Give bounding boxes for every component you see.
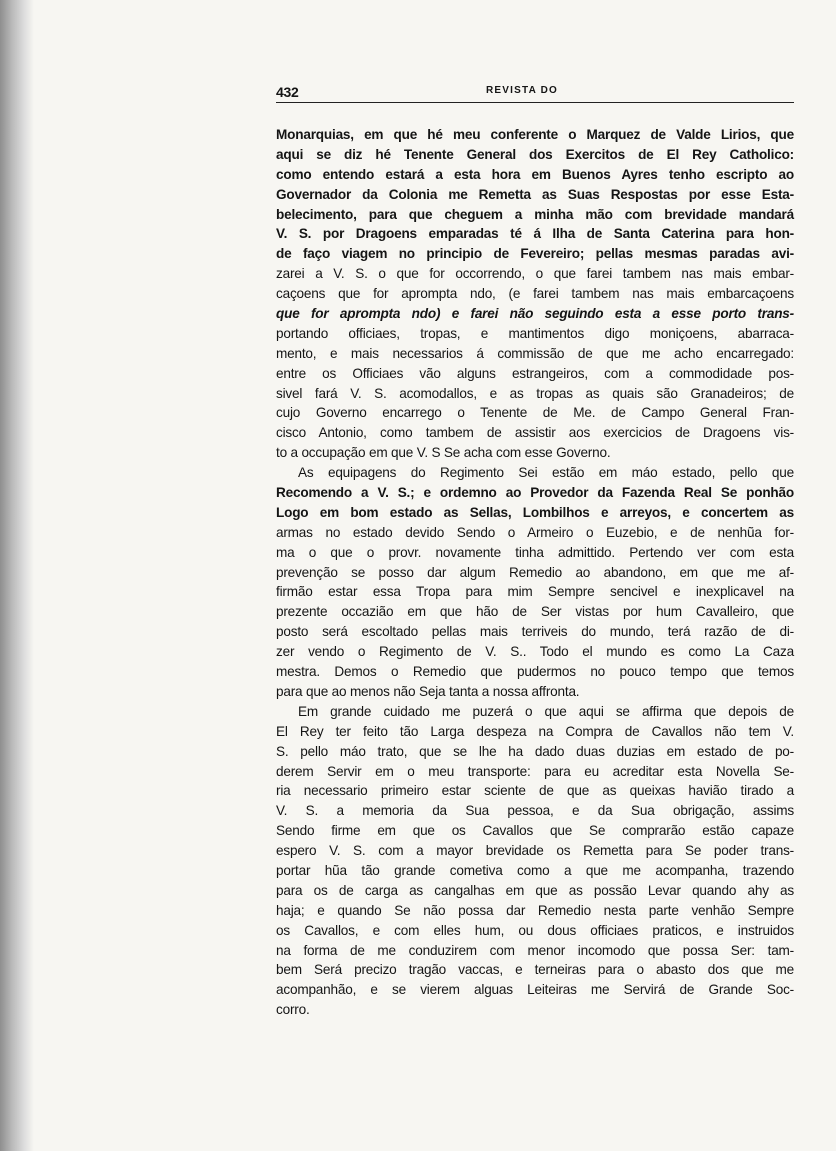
text-line: belecimento, para que cheguem a minha mão com brevidade mandará bbox=[276, 206, 794, 222]
text-line: bem Será precizo tragão vaccas, e terneiras para o abasto dos que me bbox=[276, 962, 794, 978]
text-line: mestra. Demos o Remedio que pudermos no pouco tempo que temos bbox=[276, 664, 794, 680]
text-line: zer vendo o Regimento de V. S.. Todo el mundo es como La Caza bbox=[276, 644, 794, 660]
text-line: para que ao menos não Seja tanta a nossa affronta. bbox=[276, 683, 580, 699]
paragraph-3 bbox=[276, 702, 794, 1020]
text-line: os Cavallos, e com elles hum, ou dous officiaes praticos, e instruidos bbox=[276, 922, 794, 938]
text-line: Governador da Colonia me Remetta as Suas Respostas por esse Esta- bbox=[276, 186, 794, 202]
journal-title: REVISTA DO bbox=[486, 85, 559, 96]
text-line: Monarquias, em que hé meu conferente o Marquez de Valde Lirios, que bbox=[276, 127, 794, 142]
text-line: entre os Officiaes vão alguns estrangeiros, com a commodidade pos- bbox=[276, 365, 794, 381]
text-line: S. pello máo trato, que se lhe ha dado duas duzias em estado de po- bbox=[276, 743, 794, 759]
paragraph-2 bbox=[276, 463, 794, 702]
text-line: corro. bbox=[276, 1002, 310, 1018]
text-line: aqui se diz hé Tenente General dos Exercitos de El Rey Catholico: bbox=[276, 146, 794, 162]
page-number: 432 bbox=[276, 84, 299, 100]
text-line: derem Servir em o meu transporte: para eu acreditar esta Novella Se- bbox=[276, 763, 794, 779]
body-text bbox=[276, 125, 794, 1020]
text-line: firmão estar essa Tropa para mim Sempre sencivel e inexplicavel na bbox=[276, 584, 794, 600]
text-line: Logo em bom estado as Sellas, Lombilhos e arreyos, e concertem as bbox=[276, 504, 794, 520]
text-line: V. S. a memoria da Sua pessoa, e da Sua obrigação, assims bbox=[276, 803, 794, 819]
text-line: sivel fará V. S. acomodallos, e as tropas as quais são Granadeiros; de bbox=[276, 385, 794, 401]
running-head bbox=[276, 84, 794, 103]
text-line: prezente occazião em que hão de Ser vistas por hum Cavalleiro, que bbox=[276, 604, 794, 620]
text-line: prevenção se posso dar algum Remedio ao abandono, em que me af- bbox=[276, 564, 794, 580]
page bbox=[276, 84, 794, 1020]
text-line: que for aprompta ndo) e farei não seguindo esta a esse porto trans- bbox=[276, 306, 794, 322]
text-line: El Rey ter feito tão Larga despeza na Compra de Cavallos não tem V. bbox=[276, 723, 794, 739]
binding-shadow bbox=[0, 0, 34, 1151]
text-line: armas no estado devido Sendo o Armeiro o Euzebio, e de nenhũa for- bbox=[276, 524, 794, 540]
text-line: acompanhão, e se vierem alguas Leiteiras me Servirá de Grande Soc- bbox=[276, 982, 794, 998]
text-line: Sendo firme em que os Cavallos que Se comprarão estão capaze bbox=[276, 823, 794, 839]
text-line: espero V. S. com a mayor brevidade os Remetta para Se poder trans- bbox=[276, 843, 794, 859]
text-line: ma o que o provr. novamente tinha admittido. Pertendo ver com esta bbox=[276, 544, 794, 560]
text-line: na forma de me conduzirem com menor incomodo que possa Ser: tam- bbox=[276, 942, 794, 958]
text-line: ria necessario primeiro estar sciente de que as queixas havião tirado a bbox=[276, 783, 794, 799]
text-line: haja; e quando Se não possa dar Remedio nesta parte venhão Sempre bbox=[276, 902, 794, 918]
text-line: portar hũa tão grande cometiva como a que me acompanha, trazendo bbox=[276, 862, 794, 878]
text-line: zarei a V. S. o que for occorrendo, o que farei tambem nas mais embar- bbox=[276, 266, 794, 282]
text-line: mento, e mais necessarios á commissão de que me acho encarregado: bbox=[276, 345, 794, 361]
text-line: to a occupação em que V. S Se acha com esse Governo. bbox=[276, 445, 611, 461]
text-line: para os de carga as cangalhas em que as possão Levar quando ahy as bbox=[276, 882, 794, 898]
text-line: cujo Governo encarrego o Tenente de Me. de Campo General Fran- bbox=[276, 405, 794, 421]
text-line: como entendo estará a esta hora em Buenos Ayres tenho escripto ao bbox=[276, 166, 794, 182]
text-line: posto será escoltado pellas mais terriveis do mundo, terá razão de di- bbox=[276, 624, 794, 640]
text-line: de faço viagem no principio de Fevereiro; pellas mesmas paradas avi- bbox=[276, 246, 794, 262]
text-line: portando officiaes, tropas, e mantimentos digo moniçoens, abarraca- bbox=[276, 325, 794, 341]
text-line: cisco Antonio, como tambem de assistir aos exercicios de Dragoens vis- bbox=[276, 425, 794, 441]
text-line: Em grande cuidado me puzerá o que aqui se affirma que depois de bbox=[298, 703, 794, 719]
text-line: Recomendo a V. S.; e ordemno ao Provedor da Fazenda Real Se ponhão bbox=[276, 485, 794, 501]
paragraph-1 bbox=[276, 125, 794, 463]
text-line: As equipagens do Regimento Sei estão em máo estado, pello que bbox=[298, 465, 794, 481]
text-line: caçoens que for aprompta ndo, (e farei tambem nas mais embarcaçoens bbox=[276, 286, 794, 302]
text-line: V. S. por Dragoens emparadas té á Ilha de Santa Caterina para hon- bbox=[276, 226, 794, 242]
